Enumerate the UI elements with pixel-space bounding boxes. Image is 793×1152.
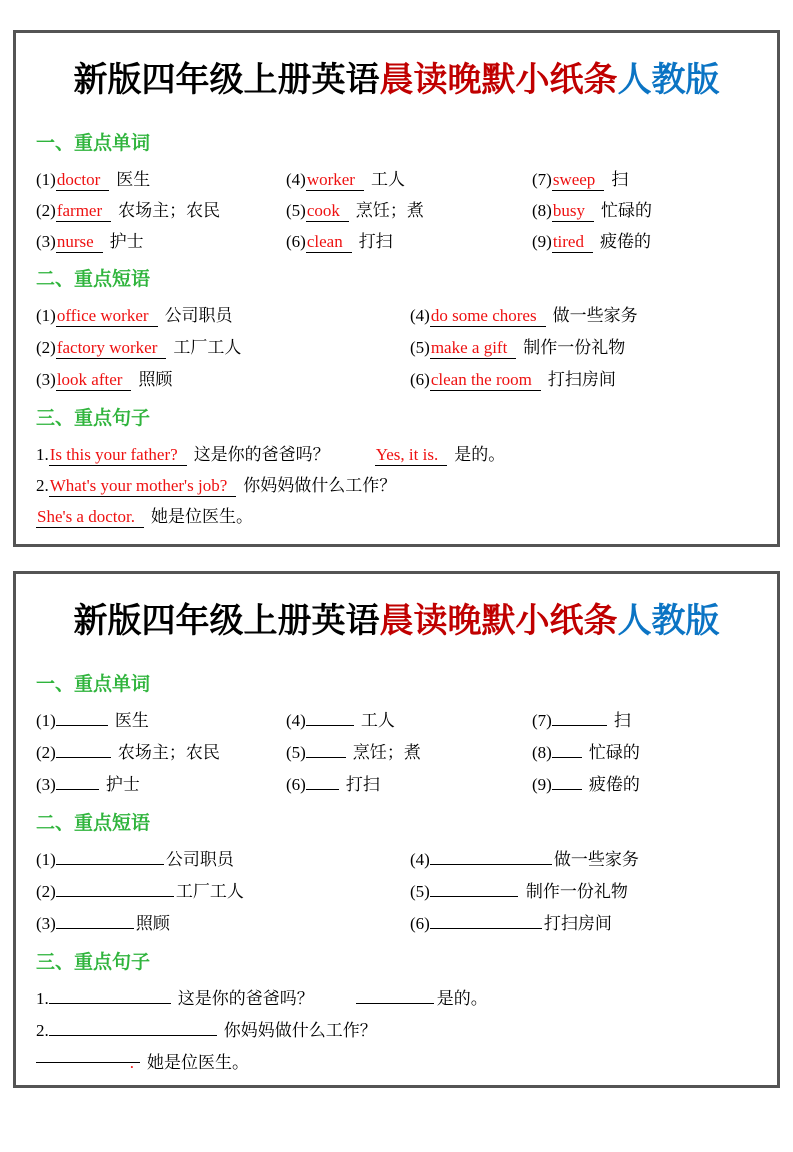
chinese-translation: 医生 <box>116 170 151 189</box>
fill-blank <box>56 913 134 929</box>
section-heading-phrases: 二、重点短语 <box>36 813 151 834</box>
item-number: (1) <box>36 306 56 325</box>
item-number: 1. <box>36 445 49 464</box>
word-item <box>532 769 757 801</box>
chinese-translation: 农场主；农民 <box>118 201 221 220</box>
item-number: (1) <box>36 170 56 189</box>
chinese-translation: 打扫 <box>358 232 393 251</box>
fill-blank <box>430 849 552 865</box>
chinese-translation: 工厂工人 <box>173 338 242 357</box>
chinese-translation: 护士 <box>109 232 144 251</box>
word-item <box>286 226 532 257</box>
chinese-translation: 打扫房间 <box>547 370 616 389</box>
fill-blank <box>552 774 582 790</box>
title-part-red: 晨读晚默小纸条 <box>379 601 618 641</box>
phrase-item <box>36 876 410 908</box>
word-item <box>286 164 532 195</box>
chinese-translation: 工人 <box>370 170 405 189</box>
chinese-translation: 这是你的爸爸吗？ <box>177 989 314 1008</box>
item-number: (3) <box>36 775 56 794</box>
section-heading-sentences: 三、重点句子 <box>36 408 151 429</box>
item-number: (4) <box>286 170 306 189</box>
word-item <box>286 195 532 226</box>
chinese-translation: 烹饪；煮 <box>355 201 424 220</box>
item-number: (4) <box>410 850 430 869</box>
answer-word: worker <box>306 170 364 191</box>
item-number: (5) <box>286 743 306 762</box>
answer-sentence: Is this your father? <box>49 445 187 466</box>
sentence-list <box>36 439 757 532</box>
item-number: (6) <box>286 775 306 794</box>
word-item <box>36 705 286 737</box>
chinese-translation: 这是你的爸爸吗？ <box>193 445 330 464</box>
fill-blank <box>56 710 108 726</box>
item-number: (3) <box>36 370 56 389</box>
answer-word: doctor <box>56 170 109 191</box>
section-heading-words: 一、重点单词 <box>36 133 151 154</box>
chinese-translation: 照顾 <box>138 370 173 389</box>
page-title <box>36 598 757 644</box>
phrase-item <box>410 364 757 396</box>
item-number: (8) <box>532 743 552 762</box>
item-number: (6) <box>286 232 306 251</box>
chinese-translation: 扫 <box>613 711 631 730</box>
phrase-list <box>36 300 757 396</box>
word-list <box>36 164 757 257</box>
item-number: (2) <box>36 882 56 901</box>
section-heading-phrases: 二、重点短语 <box>36 269 151 290</box>
phrase-item <box>36 332 410 364</box>
title-part-blue: 人教版 <box>617 60 720 100</box>
word-item <box>532 195 757 226</box>
chinese-translation: 是的。 <box>436 989 488 1008</box>
item-number: (9) <box>532 232 552 251</box>
answer-phrase: make a gift <box>430 338 516 359</box>
fill-blank <box>306 774 339 790</box>
phrase-list-blank <box>36 844 757 940</box>
answer-sentence: What's your mother's job? <box>49 476 237 497</box>
item-number: (1) <box>36 711 56 730</box>
chinese-translation: 工厂工人 <box>175 882 244 901</box>
sentence-line <box>36 983 757 1015</box>
title-part-blue: 人教版 <box>617 601 720 641</box>
answer-word: farmer <box>56 201 111 222</box>
word-item <box>36 737 286 769</box>
chinese-translation: 你妈妈做什么工作？ <box>243 476 397 495</box>
item-number: (4) <box>286 711 306 730</box>
phrase-item <box>410 332 757 364</box>
chinese-translation: 工人 <box>360 711 395 730</box>
fill-blank <box>552 710 607 726</box>
word-item <box>532 705 757 737</box>
section-heading-sentences: 三、重点句子 <box>36 952 151 973</box>
sentence-line <box>36 1047 757 1079</box>
word-item <box>286 705 532 737</box>
word-item <box>532 737 757 769</box>
phrase-item <box>410 908 757 940</box>
word-item <box>286 769 532 801</box>
item-number: (3) <box>36 914 56 933</box>
fill-blank <box>356 988 434 1004</box>
chinese-translation: 忙碌的 <box>588 743 640 762</box>
word-item <box>36 164 286 195</box>
item-number: (9) <box>532 775 552 794</box>
fill-blank <box>430 881 518 897</box>
answer-word: cook <box>306 201 349 222</box>
chinese-translation: 打扫房间 <box>543 914 612 933</box>
answer-word: nurse <box>56 232 103 253</box>
chinese-translation: 打扫 <box>345 775 380 794</box>
chinese-translation: 疲倦的 <box>599 232 651 251</box>
answer-word: tired <box>552 232 593 253</box>
chinese-translation: 护士 <box>105 775 140 794</box>
fill-blank <box>49 1020 217 1036</box>
fill-blank <box>36 1047 140 1072</box>
chinese-translation: 她是位医生。 <box>150 507 253 526</box>
chinese-translation: 烹饪；煮 <box>352 743 421 762</box>
item-number: (7) <box>532 711 552 730</box>
answer-phrase: look after <box>56 370 132 391</box>
chinese-translation: 农场主；农民 <box>117 743 220 762</box>
fill-blank <box>56 881 174 897</box>
phrase-item <box>410 876 757 908</box>
item-number: 2. <box>36 476 49 495</box>
sentence-line <box>36 1015 757 1047</box>
item-number: (5) <box>410 882 430 901</box>
fill-blank <box>56 742 111 758</box>
chinese-translation: 做一些家务 <box>552 306 638 325</box>
item-number: (4) <box>410 306 430 325</box>
chinese-translation: 她是位医生。 <box>147 1053 249 1072</box>
answer-sentence: She's a doctor. <box>36 507 144 528</box>
word-item <box>532 164 757 195</box>
phrase-item <box>36 364 410 396</box>
item-number: (6) <box>410 370 430 389</box>
word-list-blank <box>36 705 757 801</box>
item-number: (3) <box>36 232 56 251</box>
chinese-translation: 制作一份礼物 <box>523 338 626 357</box>
word-item <box>36 195 286 226</box>
chinese-translation: 照顾 <box>135 914 170 933</box>
item-number: (2) <box>36 201 56 220</box>
word-item <box>532 226 757 257</box>
item-number: (8) <box>532 201 552 220</box>
fill-blank <box>430 913 542 929</box>
answer-word: clean <box>306 232 352 253</box>
fill-blank <box>306 742 346 758</box>
word-item <box>36 769 286 801</box>
chinese-translation: 医生 <box>114 711 149 730</box>
title-part-black: 新版四年级上册英语 <box>73 601 380 641</box>
chinese-translation: 公司职员 <box>164 306 233 325</box>
sentence-line <box>36 501 757 532</box>
chinese-translation: 是的。 <box>454 445 506 464</box>
answer-phrase: clean the room <box>430 370 541 391</box>
fill-blank <box>56 774 99 790</box>
chinese-translation: 忙碌的 <box>600 201 652 220</box>
section-heading-words: 一、重点单词 <box>36 674 151 695</box>
phrase-item <box>36 844 410 876</box>
phrase-item <box>410 300 757 332</box>
fill-blank <box>306 710 354 726</box>
word-item <box>36 226 286 257</box>
fill-blank <box>56 849 164 865</box>
fill-blank <box>49 988 171 1004</box>
chinese-translation: 公司职员 <box>165 850 234 869</box>
worksheet-panel-answered <box>13 30 780 547</box>
item-number: 1. <box>36 989 49 1008</box>
answer-phrase: office worker <box>56 306 158 327</box>
sentence-line <box>36 439 757 470</box>
sentence-line <box>36 470 757 501</box>
item-number: (1) <box>36 850 56 869</box>
item-number: (5) <box>286 201 306 220</box>
item-number: (6) <box>410 914 430 933</box>
item-number: (5) <box>410 338 430 357</box>
item-number: (7) <box>532 170 552 189</box>
chinese-translation: 扫 <box>611 170 629 189</box>
item-number: (2) <box>36 338 56 357</box>
chinese-translation: 疲倦的 <box>588 775 640 794</box>
answer-sentence: Yes, it is. <box>375 445 448 466</box>
page-title <box>36 57 757 103</box>
phrase-item <box>410 844 757 876</box>
fill-blank <box>552 742 582 758</box>
word-item <box>286 737 532 769</box>
answer-word: sweep <box>552 170 604 191</box>
chinese-translation: 制作一份礼物 <box>525 882 628 901</box>
item-number: 2. <box>36 1021 49 1040</box>
answer-word: busy <box>552 201 594 222</box>
title-part-red: 晨读晚默小纸条 <box>379 60 618 100</box>
chinese-translation: 你妈妈做什么工作？ <box>223 1021 377 1040</box>
phrase-item <box>36 908 410 940</box>
phrase-item <box>36 300 410 332</box>
chinese-translation: 做一些家务 <box>553 850 639 869</box>
title-part-black: 新版四年级上册英语 <box>73 60 380 100</box>
item-number: (2) <box>36 743 56 762</box>
sentence-list-blank <box>36 983 757 1079</box>
worksheet-panel-blank <box>13 571 780 1088</box>
answer-phrase: factory worker <box>56 338 167 359</box>
blank-period: . <box>129 1053 134 1072</box>
answer-phrase: do some chores <box>430 306 546 327</box>
